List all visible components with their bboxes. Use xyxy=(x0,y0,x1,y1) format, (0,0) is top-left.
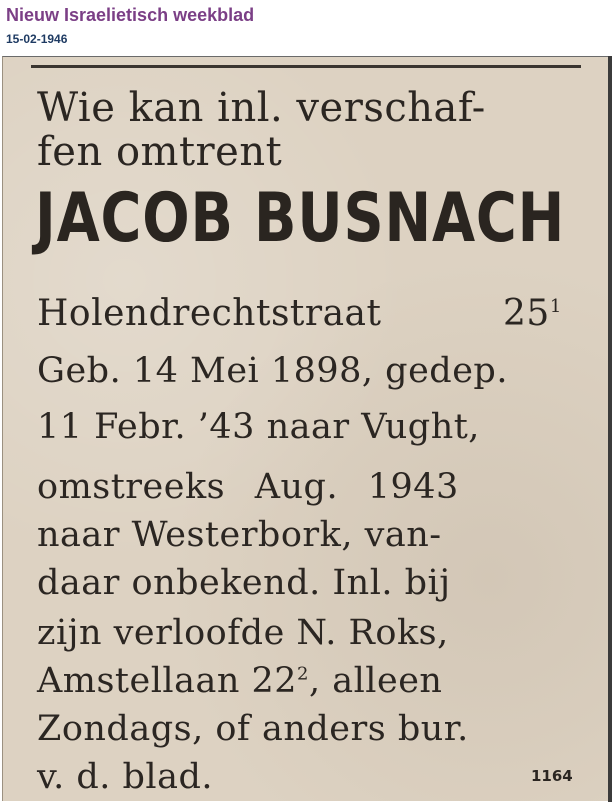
house-number-value: 25 xyxy=(503,293,550,334)
amstellaan-text: Amstellaan 22 xyxy=(37,661,298,701)
text-line-blad: v. d. blad. xyxy=(37,757,214,797)
text-line-1: Wie kan inl. verschaf- xyxy=(37,85,486,131)
text-line-birth: Geb. 14 Mei 1898, gedep. xyxy=(37,351,508,391)
ad-number: 1164 xyxy=(531,767,573,785)
text-line-deport: 11 Febr. ’43 naar Vught, xyxy=(37,407,480,447)
amstellaan-sup: 2 xyxy=(297,663,309,685)
text-line-street: Holendrechtstraat xyxy=(37,293,382,334)
text-line-verloofde: zijn verloofde N. Roks, xyxy=(37,613,449,653)
publication-date: 15-02-1946 xyxy=(6,32,68,46)
newspaper-clipping xyxy=(2,56,612,801)
text-line-onbekend: daar onbekend. Inl. bij xyxy=(37,563,451,603)
amstellaan-tail: , alleen xyxy=(308,661,443,701)
page-header xyxy=(0,0,612,56)
person-name: JACOB BUSNACH xyxy=(35,179,566,258)
house-number-sup: 1 xyxy=(549,296,562,317)
publication-title[interactable]: Nieuw Israelietisch weekblad xyxy=(6,5,255,25)
text-line-zondags: Zondags, of anders bur. xyxy=(37,709,469,749)
text-line-omstreeks: omstreeks Aug. 1943 xyxy=(37,467,459,507)
text-line-amstellaan xyxy=(37,661,442,701)
house-number xyxy=(503,293,562,334)
top-rule xyxy=(31,65,581,68)
right-edge-shadow xyxy=(608,56,612,802)
text-line-westerbork: naar Westerbork, van- xyxy=(37,515,442,555)
text-line-2: fen omtrent xyxy=(37,129,283,175)
